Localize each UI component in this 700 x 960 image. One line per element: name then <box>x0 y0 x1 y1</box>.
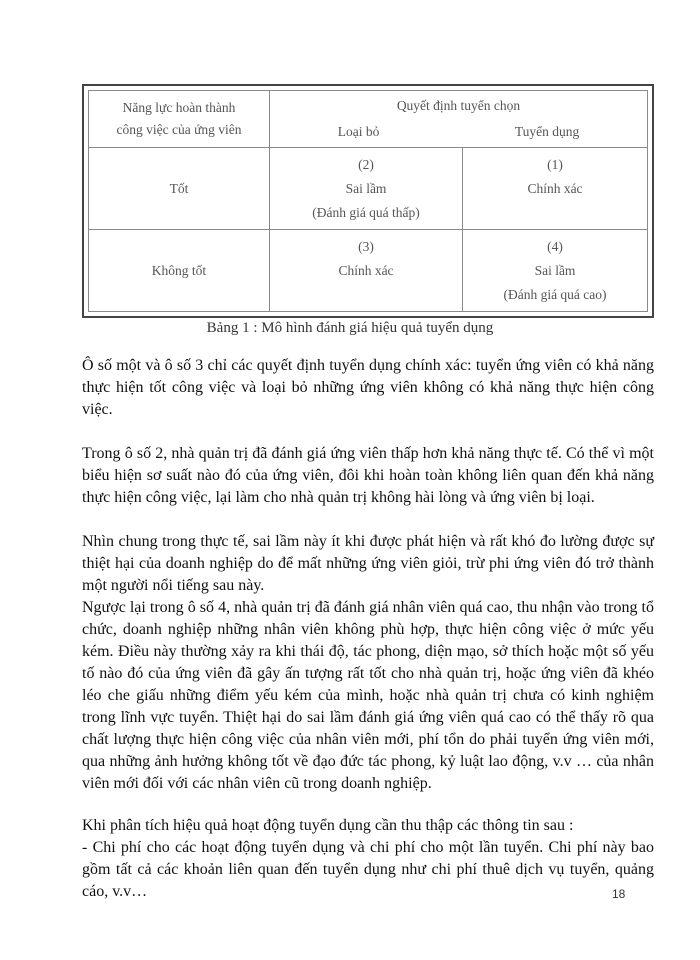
table-caption: Bảng 1 : Mô hình đánh giá hiệu quả tuyển dụng <box>206 320 494 336</box>
cell-number: (1) <box>547 156 563 172</box>
paragraph-analysis-intro: Khi phân tích hiệu quả hoạt động tuyển dụng cần thu thập các thông tin sau : <box>82 817 574 834</box>
header-right-title: Quyết định tuyển chọn <box>396 98 521 113</box>
header-left-line1: Năng lực hoàn thành <box>122 100 236 115</box>
column-hire-label: Tuyển dụng <box>514 124 580 139</box>
paragraph-general: Nhìn chung trong thực tế, sai lầm này ít khi được phát hiện và rất khó đo lường được sự thiệt hại của doanh nghiệp do để mất những ứng viên giỏi, trừ phi ứng viên đó trở thành một người nổi tiếng sau này. <box>82 533 654 594</box>
evaluation-table-frame <box>82 84 654 318</box>
cell-number: (2) <box>358 156 374 172</box>
cell-reject <box>270 148 463 230</box>
cell-reject <box>270 230 463 312</box>
cell-note <box>553 205 556 220</box>
recruitment-evaluation-table <box>88 90 648 312</box>
paragraph-correct-decisions: Ô số một và ô số 3 chỉ các quyết định tuyển dụng chính xác: tuyển ứng viên có khả năng thực hiện tốt công việc và loại bỏ những ứng viên không có khả năng thực hiện công việc. <box>82 357 654 418</box>
paragraph-cell-4: Ngược lại trong ô số 4, nhà quản trị đã đánh giá nhân viên quá cao, thu nhận vào trong tổ chức, doanh nghiệp những nhân viên không phù hợp, thực hiện công việc ở mức yếu kém. Điều này thường xảy ra khi thái độ, tác phong, diện mạo, sở thích hoặc một số yếu tố nào đó của ứng viên đã gây ấn tượng rất tốt cho nhà quản trị, hoặc ứng viên đã khéo léo che giấu những điểm yếu kém của mình, hoặc nhà quản trị chưa có kinh nghiệm trong lĩnh vực tuyển. Thiệt hại do sai lầm đánh giá ứng viên quá cao có thể thấy rõ qua chất lượng thực hiện công việc của nhân viên mới, phí tổn do phải tuyển ứng viên mới, qua những ảnh hưởng không tốt về đạo đức tác phong, kỷ luật lao động, v.v … của nhân viên mới đối với các nhân viên cũ trong doanh nghiệp. <box>82 599 654 792</box>
cell-number: (4) <box>547 238 563 254</box>
cell-text: Chính xác <box>527 180 583 196</box>
cell-text: Sai lầm <box>345 180 387 196</box>
row-label: Không tốt <box>89 230 270 312</box>
cell-hire <box>463 230 648 312</box>
cell-text: Sai lầm <box>534 262 576 278</box>
table-row <box>89 230 648 312</box>
header-left-cell <box>89 91 270 148</box>
header-right-cell <box>270 91 648 148</box>
cell-note: (Đánh giá quá cao) <box>503 286 607 302</box>
table-row <box>89 148 648 230</box>
cell-number: (3) <box>358 238 374 254</box>
cell-note <box>364 287 367 302</box>
cell-hire <box>463 148 648 230</box>
cell-text: Chính xác <box>338 262 394 278</box>
table-header-row <box>89 91 648 148</box>
cell-note: (Đánh giá quá thấp) <box>312 204 420 220</box>
paragraph-cost-item: - Chi phí cho các hoạt động tuyển dụng và chi phí cho một lần tuyển. Chi phí này bao gồm tất cả các khoản liên quan đến tuyển dụng như chi phí thuê dịch vụ tuyển, quảng cáo, v.v… <box>82 839 654 900</box>
page-number: 18 <box>612 887 626 901</box>
column-reject-label: Loại bỏ <box>337 124 380 139</box>
header-left-line2: công việc của ứng viên <box>116 122 242 137</box>
paragraph-cell-2: Trong ô số 2, nhà quản trị đã đánh giá ứng viên thấp hơn khả năng thực tế. Có thể vì một biểu hiện sơ suất nào đó của ứng viên, đôi khi hoàn toàn không liên quan đến khả năng thực hiện công việc, lại làm cho nhà quản trị không hài lòng và ứng viên bị loại. <box>82 445 654 506</box>
row-label: Tốt <box>89 148 270 230</box>
